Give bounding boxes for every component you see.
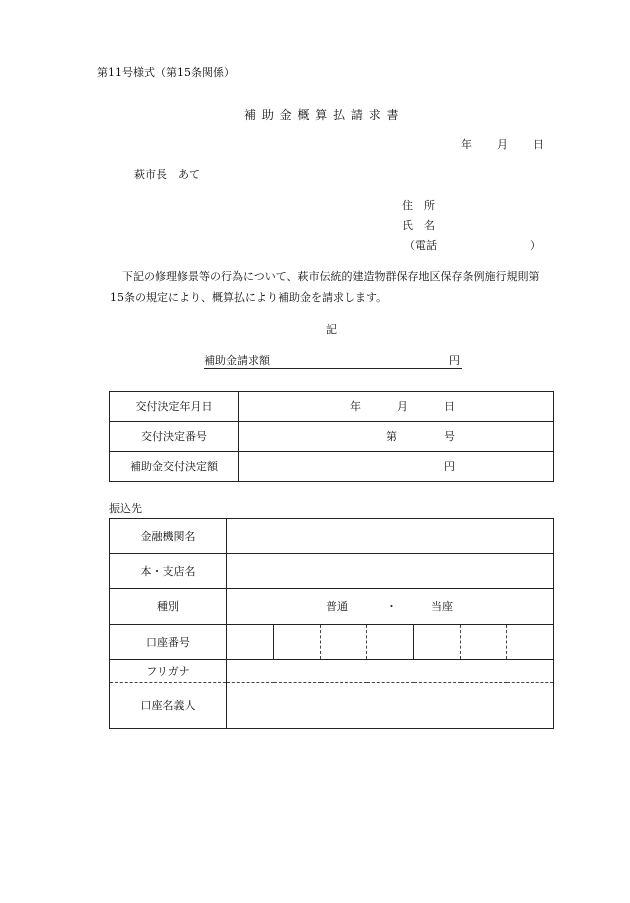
- table-row: [110, 660, 554, 683]
- branch-name-field[interactable]: [227, 554, 554, 589]
- request-amount-label: 補助金請求額: [204, 354, 270, 367]
- request-amount-underline: [204, 368, 462, 369]
- body-text-line-1: 下記の修理修景等の行為について、萩市伝統的建造物群保存地区保存条例施行規則第: [122, 270, 540, 283]
- account-digit-2[interactable]: [274, 625, 321, 660]
- bank-name-field[interactable]: [227, 519, 554, 554]
- decision-amount-unit: 円: [444, 460, 455, 473]
- account-holder-label: 口座名義人: [110, 683, 227, 729]
- decision-date-month: 月: [397, 400, 408, 413]
- request-amount-unit: 円: [449, 354, 460, 367]
- account-type-label: 種別: [110, 589, 227, 625]
- table-row: [110, 589, 554, 625]
- decision-amount-label: 補助金交付決定額: [110, 452, 239, 482]
- decision-amount-field[interactable]: [239, 452, 554, 482]
- branch-name-label: 本・支店名: [110, 554, 227, 589]
- account-digit-1[interactable]: [227, 625, 274, 660]
- date-month-label: 月: [497, 138, 508, 151]
- decision-date-day: 日: [444, 400, 455, 413]
- account-digit-6[interactable]: [461, 625, 507, 660]
- furigana-label: フリガナ: [110, 660, 227, 683]
- decision-number-prefix: 第: [386, 430, 397, 443]
- account-digit-5[interactable]: [414, 625, 461, 660]
- decision-number-field[interactable]: [239, 422, 554, 452]
- decision-date-year: 年: [350, 400, 361, 413]
- table-row: [110, 554, 554, 589]
- account-type-separator: ・: [386, 600, 397, 613]
- phone-close: ）: [530, 239, 541, 252]
- decision-number-label: 交付決定番号: [110, 422, 239, 452]
- decision-date-field[interactable]: [239, 392, 554, 422]
- table-row: [110, 392, 554, 422]
- addressee: 萩市長 あて: [134, 168, 200, 181]
- furigana-field[interactable]: [227, 660, 554, 683]
- table-row: [110, 452, 554, 482]
- decision-date-label: 交付決定年月日: [110, 392, 239, 422]
- decision-table: [109, 391, 554, 482]
- account-digit-7[interactable]: [507, 625, 554, 660]
- bank-name-label: 金融機関名: [110, 519, 227, 554]
- phone-open: （電話: [404, 239, 437, 252]
- body-text-line-2: 15条の規定により、概算払により補助金を請求します。: [110, 291, 388, 304]
- account-holder-field[interactable]: [227, 683, 554, 729]
- address-label: 住 所: [402, 199, 435, 212]
- table-row: [110, 683, 554, 729]
- account-type-field[interactable]: [227, 589, 554, 625]
- decision-number-suffix: 号: [444, 430, 455, 443]
- bank-heading: 振込先: [109, 502, 142, 515]
- form-number: 第11号様式（第15条関係）: [97, 66, 235, 79]
- table-row: [110, 519, 554, 554]
- ki-heading: 記: [326, 323, 337, 336]
- account-digit-3[interactable]: [321, 625, 367, 660]
- bank-table: [109, 518, 554, 729]
- account-digit-4[interactable]: [367, 625, 414, 660]
- page-title: 補 助 金 概 算 払 請 求 書: [244, 108, 400, 122]
- account-type-ordinary[interactable]: 普通: [326, 600, 348, 613]
- account-number-label: 口座番号: [110, 625, 227, 660]
- name-label: 氏 名: [402, 219, 435, 232]
- date-year-label: 年: [461, 138, 472, 151]
- account-type-current[interactable]: 当座: [431, 600, 453, 613]
- table-row: [110, 422, 554, 452]
- date-day-label: 日: [533, 138, 544, 151]
- table-row: [110, 625, 554, 660]
